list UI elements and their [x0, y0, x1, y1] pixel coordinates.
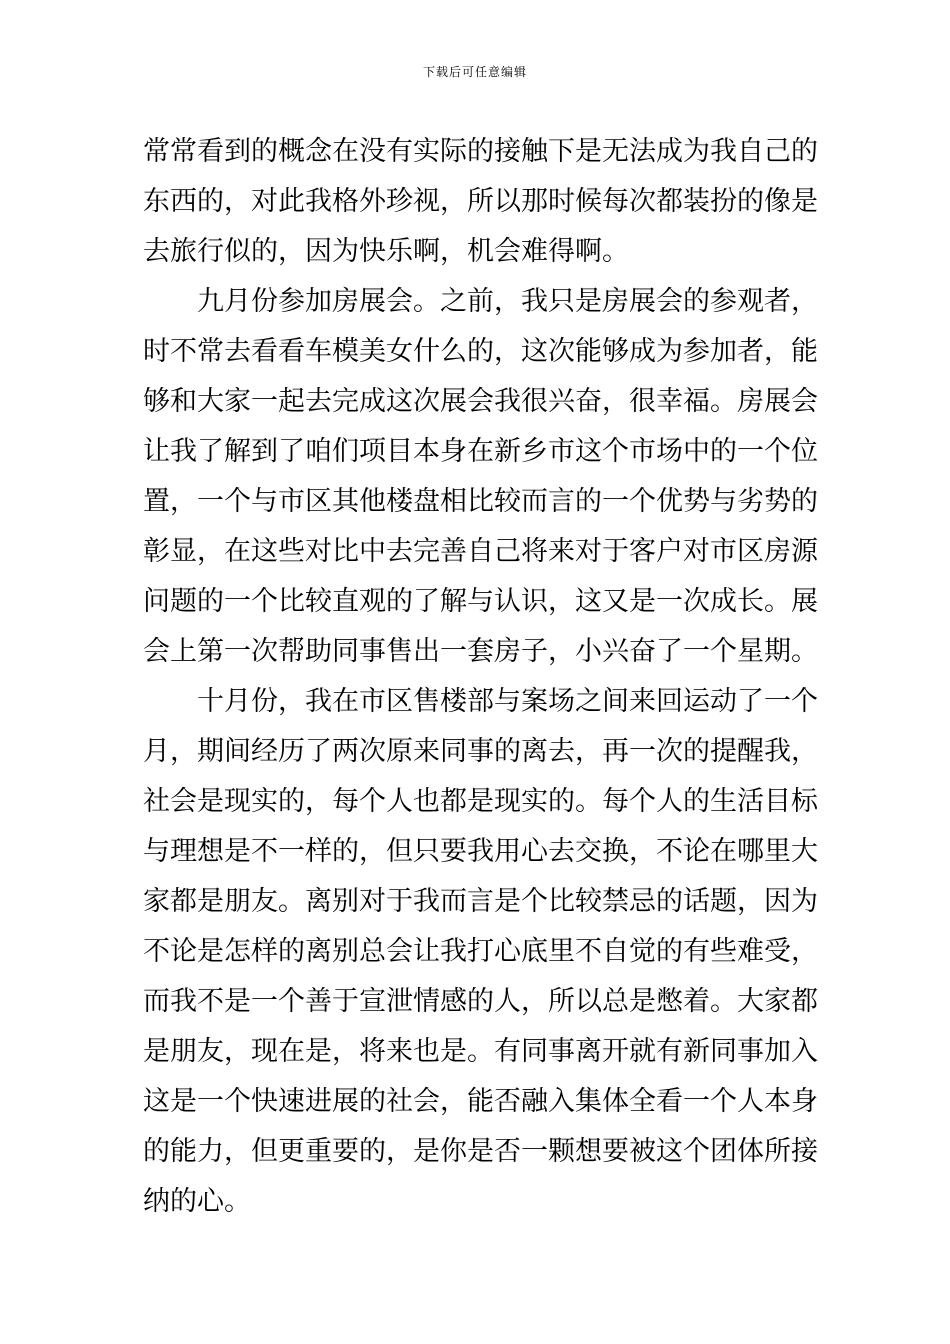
text-line: 十月份，我在市区售楼部与案场之间来回运动了一个 — [197, 686, 818, 717]
text-line: 够和大家一起去完成这次展会我很兴奋，很幸福。房展会 — [143, 386, 818, 417]
paragraph — [143, 277, 818, 677]
body-text — [143, 127, 818, 1227]
text-line: 社会是现实的，每个人也都是现实的。每个人的生活目标 — [143, 786, 818, 817]
text-line: 置，一个与市区其他楼盘相比较而言的一个优势与劣势的 — [143, 486, 818, 517]
text-line: 的能力，但更重要的，是你是否一颗想要被这个团体所接 — [143, 1136, 818, 1167]
text-line: 时不常去看看车模美女什么的，这次能够成为参加者，能 — [143, 336, 818, 367]
text-line: 这是一个快速进展的社会，能否融入集体全看一个人本身 — [143, 1086, 818, 1117]
text-line: 不论是怎样的离别总会让我打心底里不自觉的有些难受， — [143, 936, 818, 967]
text-line: 是朋友，现在是，将来也是。有同事离开就有新同事加入 — [143, 1036, 818, 1067]
text-line: 会上第一次帮助同事售出一套房子，小兴奋了一个星期。 — [143, 636, 818, 667]
text-line: 而我不是一个善于宣泄情感的人，所以总是憋着。大家都 — [143, 986, 818, 1017]
text-line: 让我了解到了咱们项目本身在新乡市这个市场中的一个位 — [143, 436, 818, 467]
text-line: 九月份参加房展会。之前，我只是房展会的参观者， — [197, 286, 818, 317]
text-line: 家都是朋友。离别对于我而言是个比较禁忌的话题，因为 — [143, 886, 818, 917]
text-line: 彰显，在这些对比中去完善自己将来对于客户对市区房源 — [143, 536, 818, 567]
text-line: 问题的一个比较直观的了解与认识，这又是一次成长。展 — [143, 586, 818, 617]
paragraph — [143, 677, 818, 1227]
text-line: 去旅行似的，因为快乐啊，机会难得啊。 — [143, 236, 629, 267]
text-line: 月，期间经历了两次原来同事的离去，再一次的提醒我， — [143, 736, 818, 767]
text-line: 常常看到的概念在没有实际的接触下是无法成为我自己的 — [143, 136, 818, 167]
text-line: 东西的，对此我格外珍视，所以那时候每次都装扮的像是 — [143, 186, 818, 217]
paragraph — [143, 127, 818, 277]
text-line: 与理想是不一样的，但只要我用心去交换，不论在哪里大 — [143, 836, 818, 867]
text-line: 纳的心。 — [143, 1186, 251, 1217]
header-note: 下载后可任意编辑 — [422, 65, 527, 79]
